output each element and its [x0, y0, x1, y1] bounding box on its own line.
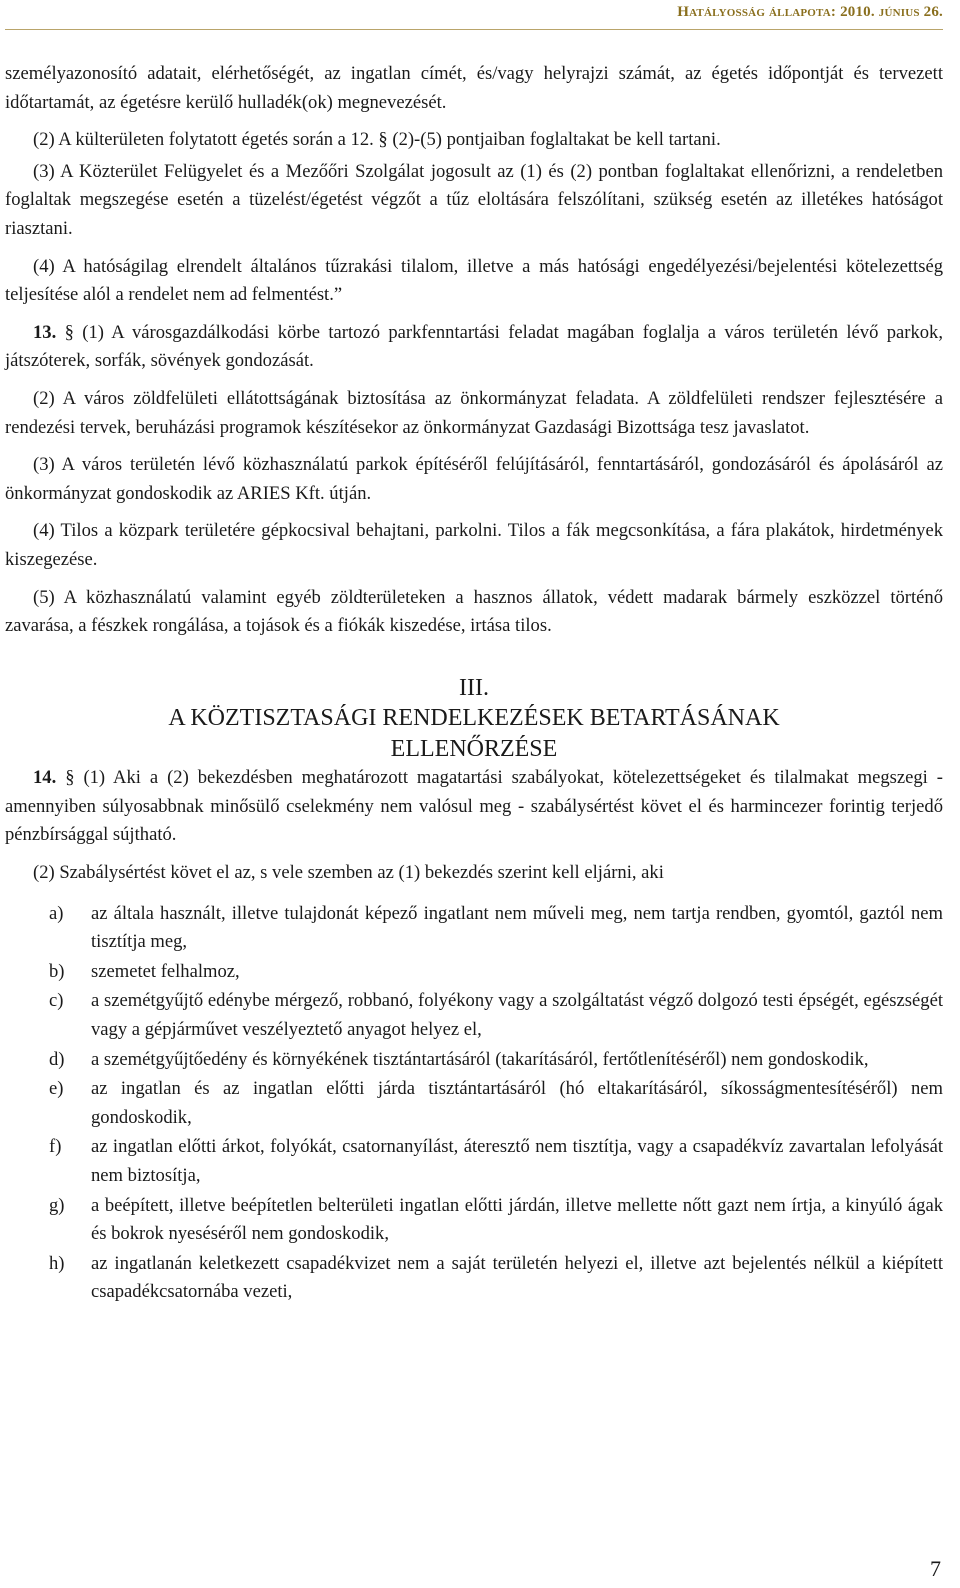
paragraph-13-2: (2) A város zöldfelületi ellátottságának biztosítása az önkormányzat feladata. A zöldfelületi rendszer fejlesztésére a rendezési tervek, beruházási programok készítésekor az önkormányzat Gazdasági Bizottsága tesz javaslatot. [5, 387, 943, 438]
paragraph-12-4: (4) A hatóságilag elrendelt általános tűzrakási tilalom, illetve a más hatósági engedélyezési/bejelentési kötelezettség teljesítése alól a rendelet nem ad felmentést.” [5, 255, 943, 306]
status-header: Hatályosság állapota: 2010. június 26. [677, 4, 943, 20]
list-item-label: a) [49, 902, 64, 924]
list-item-label: h) [49, 1252, 65, 1274]
list-item-label: g) [49, 1194, 65, 1216]
chapter-title-line-2: ELLENŐRZÉSE [390, 735, 558, 762]
document-body [5, 60, 943, 1308]
list-item-text: az ingatlan és az ingatlan előtti járda tisztántartásáról (hó eltakarításáról, síkosságmentesítéséről) nem gondoskodik, [91, 1078, 943, 1128]
list-item-label: d) [49, 1048, 65, 1070]
section-number-14: 14. [33, 767, 57, 789]
list-item [5, 1046, 943, 1075]
paragraph-13-1-text: § (1) A városgazdálkodási körbe tartozó parkfenntartási feladat magában foglalja a város területén lévő parkok, játszóterek, sorfák, sövények gondozását. [5, 321, 943, 372]
list-item [5, 958, 943, 987]
list-item-label: c) [49, 990, 64, 1012]
list-item-text: a szemétgyűjtő edénybe mérgező, robbanó, folyékony vagy a szolgáltatást végző dolgozó testi épségét, egészségét vagy a gépjárművet veszélyeztető anyagot helyez el, [91, 990, 943, 1040]
paragraph-13-3: (3) A város területén lévő közhasználatú parkok építéséről felújításáról, fenntartásáról, gondozásáról és ápolásáról az önkormányzat gondoskodik az ARIES Kft. útján. [5, 454, 943, 504]
list-item-label: e) [49, 1078, 64, 1100]
list-item-label: f) [49, 1136, 62, 1158]
list-item [5, 900, 943, 957]
list-item-label: b) [49, 960, 65, 982]
section-number-13: 13. [33, 321, 57, 343]
paragraph-14-2: (2) Szabálysértést követ el az, s vele szemben az (1) bekezdés szerint kell eljárni, aki [33, 861, 664, 883]
list-item [5, 1075, 943, 1132]
list-item-text: az általa használt, illetve tulajdonát képező ingatlant nem műveli meg, nem tartja rendben, gyomtól, gaztól nem tisztítja meg, [91, 902, 943, 953]
list-item-text: az ingatlanán keletkezett csapadékvizet nem a saját területén helyezi el, illetve azt bejelentés nélkül a kiépített csapadékcsatornába vezeti, [91, 1252, 943, 1303]
document-page [5, 0, 943, 1588]
list-item [5, 1133, 943, 1190]
paragraph-13-1 [5, 319, 943, 376]
list-item-text: az ingatlan előtti árkot, folyókát, csatornanyílást, áteresztő nem tisztítja, vagy a csapadékvíz zavartalan lefolyását nem biztosítja, [91, 1136, 943, 1186]
paragraph-14-1 [5, 764, 943, 850]
chapter-title-line-1: A KÖZTISZTASÁGI RENDELKEZÉSEK BETARTÁSÁNAK [168, 705, 780, 732]
paragraph-13-5: (5) A közhasználatú valamint egyéb zöldterületeken a hasznos állatok, védett madarak bármely eszközzel történő zavarása, a fészkek rongálása, a tojások és a fiókák kiszedése, irtása tilos. [5, 586, 943, 637]
list-item [5, 1250, 943, 1307]
paragraph-continuation: személyazonosító adatait, elérhetőségét, az ingatlan címét, és/vagy helyrajzi számát, az égetés időpontját és tervezett időtartamát, az égetésre kerülő hulladék(ok) megnevezését. [5, 63, 943, 113]
paragraph-13-4: (4) Tilos a közpark területére gépkocsival behajtani, parkolni. Tilos a fák megcsonkítása, a fára plakátok, hirdetmények kiszegezése. [5, 520, 943, 570]
chapter-number: III. [459, 674, 489, 701]
header-divider [5, 29, 943, 30]
paragraph-12-3: (3) A Közterület Felügyelet és a Mezőőri Szolgálat jogosult az (1) és (2) pontban foglaltakat ellenőrizni, a rendeletben foglaltak megszegése esetén a tüzelést/égetést végzőt a tűz eloltására felszólítani, szükség esetén az illetékes hatóságot riasztani. [5, 160, 943, 239]
list-item [5, 1192, 943, 1249]
paragraph-12-2: (2) A külterületen folytatott égetés során a 12. § (2)-(5) pontjaiban foglaltakat be kell tartani. [33, 129, 721, 151]
list-item [5, 987, 943, 1044]
offense-list [5, 900, 943, 1307]
list-item-text: a szemétgyűjtőedény és környékének tisztántartásáról (takarításáról, fertőtlenítéséről) nem gondoskodik, [91, 1048, 869, 1070]
list-item-text: szemetet felhalmoz, [91, 960, 240, 982]
list-item-text: a beépített, illetve beépítetlen belterületi ingatlan előtti járdán, illetve mellette nőtt gazt nem írtja, a kinyúló ágak és bokrok nyeséséről nem gondoskodik, [91, 1194, 943, 1245]
page-number: 7 [930, 1556, 941, 1581]
chapter-heading [5, 673, 943, 765]
paragraph-14-1-text: § (1) Aki a (2) bekezdésben meghatározott magatartási szabályokat, kötelezettségeket és tilalmakat megszegi - amennyiben súlyosabbnak minősülő cselekmény nem valósul meg - szabálysértést követ el és harmincezer forintig terjedő pénzbírsággal sújtható. [5, 767, 943, 846]
